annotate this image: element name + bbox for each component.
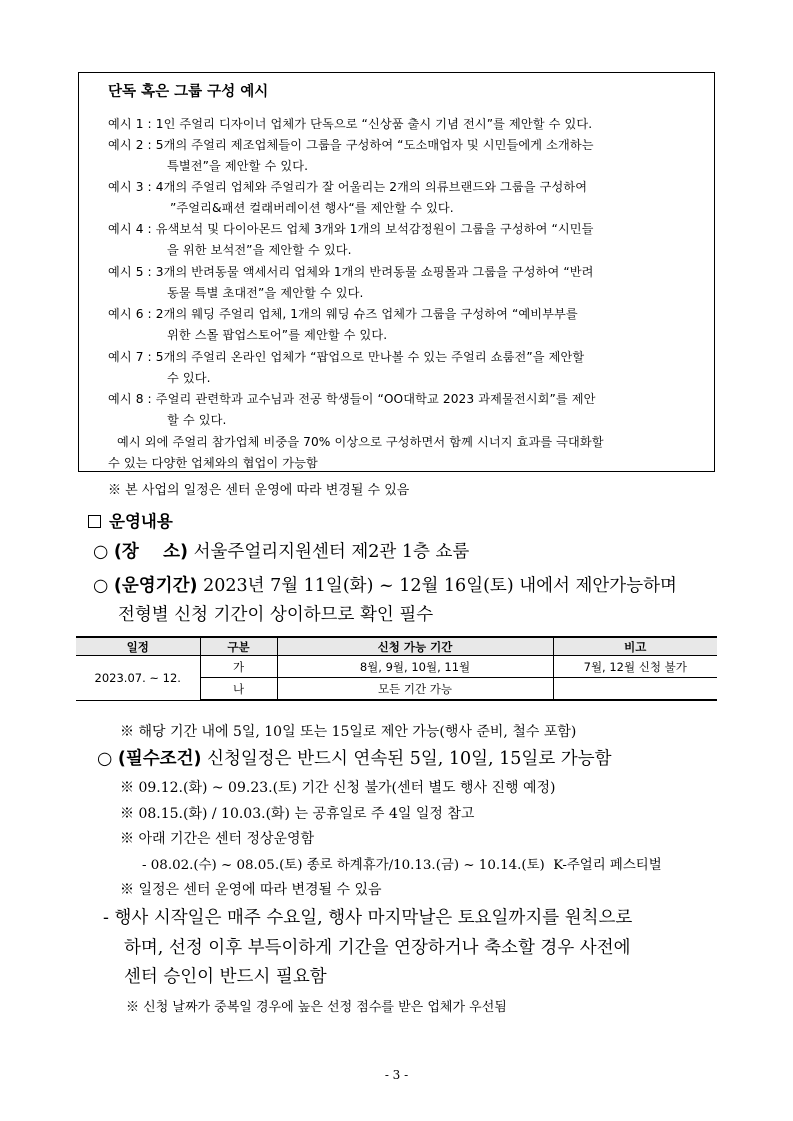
table-row	[76, 656, 717, 678]
period-label: (운영기간)	[113, 576, 198, 596]
required-item	[97, 745, 612, 770]
section-heading	[88, 508, 173, 532]
example-line: 예시 2 : 5개의 주얼리 제조업체들이 그룹을 구성하여 “도소매업자 및 시민들에게 소개하는	[108, 138, 594, 152]
schedule-table	[76, 636, 717, 701]
required-label: (필수조건)	[117, 749, 202, 769]
example-line: 예시 3 : 4개의 주얼리 업체와 주얼리가 잘 어울리는 2개의 의류브랜드와 그룹을 구성하여	[108, 180, 588, 194]
final-note: ※ 신청 날짜가 중복일 경우에 높은 선정 점수를 받은 업체가 우선됨	[126, 1000, 507, 1015]
location-text: 서울주얼리지원센터 제2관 1층 쇼룸	[193, 542, 470, 562]
period-text: 2023년 7월 11일(화) ~ 12월 16일(토) 내에서 제안가능하며	[203, 576, 677, 596]
table-header: 일정	[76, 637, 200, 656]
example-line: 예시 8 : 주얼리 관련학과 교수님과 전공 학생들이 “OO대학교 2023 과제물전시회”를 제안	[108, 392, 596, 406]
period-text-continued: 전형별 신청 기간이 상이하므로 확인 필수	[118, 605, 434, 625]
example-line: 동물 특별 초대전”을 제안할 수 있다.	[167, 286, 364, 300]
table-cell-schedule: 2023.07. ~ 12.	[76, 656, 200, 701]
circle-bullet-icon: ○	[97, 749, 113, 769]
table-cell-note	[553, 678, 717, 701]
location-item	[93, 538, 469, 563]
rule-paragraph-line: 센터 승인이 반드시 필요함	[124, 967, 327, 987]
required-note: ※ 08.15.(화) / 10.03.(화) 는 공휴일로 주 4일 일정 참고	[120, 806, 475, 822]
example-line: ”주얼리&패션 컬래버레이션 행사“를 제안할 수 있다.	[170, 201, 454, 215]
example-line: 수 있다.	[167, 371, 211, 385]
example-line: 예시 외에 주얼리 참가업체 비중을 70% 이상으로 구성하면서 함께 시너지 효과를 극대화할	[117, 435, 604, 449]
example-line: 예시 1 : 1인 주얼리 디자이너 업체가 단독으로 “신상품 출시 기념 전시”를 제안할 수 있다.	[108, 117, 593, 131]
location-label: (장 소)	[113, 542, 189, 562]
table-cell-type: 나	[200, 678, 277, 701]
table-note: ※ 해당 기간 내에 5일, 10일 또는 15일로 제안 가능(행사 준비, 철수 포함)	[120, 724, 577, 740]
circle-bullet-icon: ○	[93, 542, 109, 562]
example-line: 예시 5 : 3개의 반려동물 액세서리 업체와 1개의 반려동물 쇼핑몰과 그룹을 구성하여 “반려	[108, 265, 594, 279]
table-cell-note: 7월, 12월 신청 불가	[553, 656, 717, 678]
rule-paragraph-line: - 행사 시작일은 매주 수요일, 행사 마지막날은 토요일까지를 원칙으로	[103, 908, 633, 928]
rule-paragraph-line: 하며, 선정 이후 부득이하게 기간을 연장하거나 축소할 경우 사전에	[124, 938, 631, 958]
period-item	[93, 572, 677, 597]
example-line: 위한 스몰 팝업스토어”를 제안할 수 있다.	[167, 328, 388, 342]
table-header: 구분	[200, 637, 277, 656]
section-title: 운영내용	[109, 512, 173, 531]
required-note-detail: - 08.02.(수) ~ 08.05.(토) 종로 하계휴가/10.13.(금) ~ 10.14.(토) K-주얼리 페스티벌	[142, 858, 662, 873]
example-line: 수 있는 다양한 업체와의 협업이 가능함	[108, 456, 318, 470]
example-line: 예시 7 : 5개의 주얼리 온라인 업체가 “팝업으로 만나볼 수 있는 주얼리 쇼룸전”을 제안할	[108, 350, 585, 364]
required-note: ※ 일정은 센터 운영에 따라 변경될 수 있음	[120, 882, 382, 898]
table-header-row	[76, 637, 717, 656]
schedule-change-note: ※ 본 사업의 일정은 센터 운영에 따라 변경될 수 있음	[108, 483, 410, 498]
required-text: 신청일정은 반드시 연속된 5일, 10일, 15일로 가능함	[207, 749, 612, 769]
example-line: 예시 6 : 2개의 웨딩 주얼리 업체, 1개의 웨딩 슈즈 업체가 그룹을 구성하여 “예비부부를	[108, 307, 578, 321]
circle-bullet-icon: ○	[93, 576, 109, 596]
table-cell-period: 모든 기간 가능	[277, 678, 553, 701]
page-number: - 3 -	[384, 1068, 409, 1082]
table-cell-type: 가	[200, 656, 277, 678]
table-header: 비고	[553, 637, 717, 656]
table-cell-period: 8월, 9월, 10월, 11월	[277, 656, 553, 678]
required-note: ※ 09.12.(화) ~ 09.23.(토) 기간 신청 불가(센터 별도 행사 진행 예정)	[120, 780, 556, 796]
example-box-title: 단독 혹은 그룹 구성 예시	[108, 84, 269, 100]
example-line: 을 위한 보석전”을 제안할 수 있다.	[167, 243, 352, 257]
example-line: 예시 4 : 유색보석 및 다이아몬드 업체 3개와 1개의 보석감정원이 그룹을 구성하여 “시민들	[108, 222, 594, 236]
checkbox-icon	[88, 515, 101, 528]
example-line: 할 수 있다.	[167, 413, 227, 427]
table-header: 신청 가능 기간	[277, 637, 553, 656]
example-line: 특별전”을 제안할 수 있다.	[167, 159, 309, 173]
required-note: ※ 아래 기간은 센터 정상운영함	[120, 831, 315, 847]
